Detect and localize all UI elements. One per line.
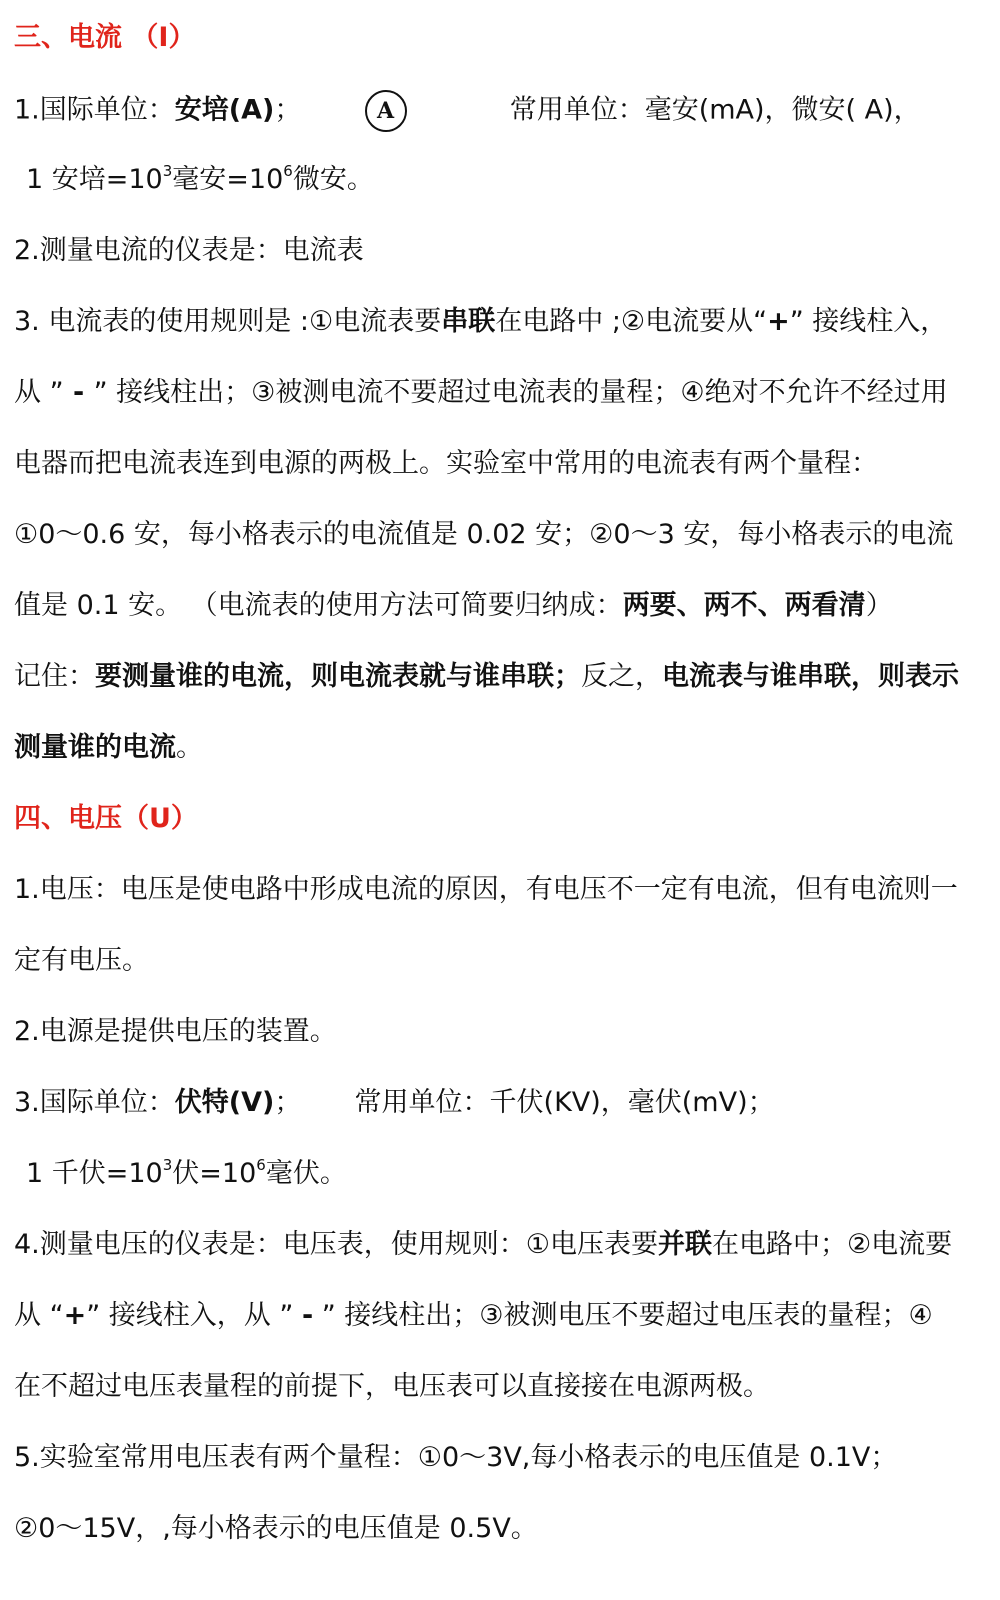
s3-l1-sep: ； xyxy=(274,94,302,126)
s3-l5-minus: - xyxy=(63,377,94,408)
s4-line-3: 2.电源是提供电压的装置。 xyxy=(14,1016,337,1047)
s3-l4-b: 在电路中 ;②电流要从“ xyxy=(495,306,768,337)
s4-l5-c: 毫伏。 xyxy=(265,1158,347,1189)
s3-l5-b: ” 接线柱出；③被测电流不要超过电流表的量程；④绝对不允许不经过用 xyxy=(93,377,948,408)
s4-l4-sep: ； xyxy=(274,1087,302,1118)
section3-heading: 三、电流 （I） xyxy=(14,22,196,53)
s3-line-9 xyxy=(14,659,986,695)
s4-line-8: 在不超过电压表量程的前提下，电压表可以直接接在电源两极。 xyxy=(14,1371,770,1402)
s3-l4-bold: 串联 xyxy=(441,306,496,337)
s3-l10-b: 。 xyxy=(176,732,203,763)
section4-heading: 四、电压（U） xyxy=(14,803,198,834)
s3-l9-bold2: 电流表与谁串联，则表示 xyxy=(662,661,959,692)
s3-line-8 xyxy=(14,588,986,624)
s3-l8-b: ） xyxy=(865,590,893,621)
s3-line-10 xyxy=(14,730,986,766)
s4-l6-bold: 并联 xyxy=(657,1229,712,1260)
s4-l5-a: 1 千伏=10 xyxy=(26,1158,163,1189)
s4-l6-a: 4.测量电压的仪表是：电压表，使用规则：①电压表要 xyxy=(14,1229,658,1260)
s4-l7-c: ” 接线柱出；③被测电压不要超过电压表的量程；④ xyxy=(313,1300,933,1331)
s4-line-1: 1.电压：电压是使电路中形成电流的原因，有电压不一定有电流，但有电流则一 xyxy=(14,874,958,905)
s3-line-1 xyxy=(14,90,986,132)
s4-l5-sup1: 3 xyxy=(162,1156,173,1174)
s3-l8-bold: 两要、两不、两看清 xyxy=(622,590,866,621)
s4-line-6 xyxy=(14,1227,986,1263)
s4-line-4 xyxy=(14,1085,986,1121)
s3-l1-unit: 安培(A) xyxy=(174,94,275,126)
s4-line-2: 定有电压。 xyxy=(14,945,149,976)
s3-line-5 xyxy=(14,375,986,411)
s3-l2-a: 1 安培=10 xyxy=(26,164,163,195)
s3-line-6: 电器而把电流表连到电源的两极上。实验室中常用的电流表有两个量程： xyxy=(14,448,878,479)
s4-line-7 xyxy=(14,1298,986,1334)
s3-l2-b: 毫安=10 xyxy=(172,164,284,195)
s4-l4-common-units: 常用单位：千伏(KV)，毫伏(mV)； xyxy=(354,1087,775,1118)
s4-l5-sup2: 6 xyxy=(256,1156,266,1174)
s4-l7-minus: - xyxy=(301,1300,314,1331)
s3-l10-bold: 测量谁的电流 xyxy=(14,732,176,763)
s3-l9-b: 反之， xyxy=(581,661,662,692)
s4-l4-a: 3.国际单位： xyxy=(14,1087,175,1118)
s4-line-5 xyxy=(26,1156,986,1192)
ammeter-symbol-icon: A xyxy=(365,90,407,132)
s3-line-3: 2.测量电流的仪表是：电流表 xyxy=(14,235,364,266)
s3-line-2 xyxy=(26,162,986,198)
s3-l2-sup2: 6 xyxy=(283,162,293,180)
s4-l6-b: 在电路中；②电流要 xyxy=(711,1229,953,1260)
s3-l2-sup1: 3 xyxy=(162,162,173,180)
s4-l4-unit: 伏特(V) xyxy=(174,1087,275,1118)
s3-l8-a: 值是 0.1 安。 （电流表的使用方法可简要归纳成： xyxy=(14,590,623,621)
s4-l7-plus: + xyxy=(63,1300,87,1331)
s4-l5-b: 伏=10 xyxy=(172,1158,257,1189)
s3-line-4 xyxy=(14,304,986,340)
s3-l1-common-units: 常用单位：毫安(mA)，微安( A)， xyxy=(509,94,921,126)
s3-l4-c: ” 接线柱入， xyxy=(789,306,948,337)
s3-l1-text: 1.国际单位： xyxy=(14,94,175,126)
s4-line-10: ②0～15V，,每小格表示的电压值是 0.5V。 xyxy=(14,1513,538,1544)
s4-l7-b: ” 接线柱入，从 ” xyxy=(86,1300,302,1331)
s3-line-7: ①0～0.6 安，每小格表示的电流值是 0.02 安；②0～3 安，每小格表示的电流 xyxy=(14,519,954,550)
s4-l7-a: 从 “ xyxy=(14,1300,64,1331)
s3-l4-plus: + xyxy=(767,306,790,337)
s3-l5-a: 从 ” xyxy=(14,377,64,408)
s3-l9-bold1: 要测量谁的电流，则电流表就与谁串联； xyxy=(95,661,581,692)
s3-l9-a: 记住： xyxy=(14,661,95,692)
s4-line-9: 5.实验室常用电压表有两个量程：①0～3V,每小格表示的电压值是 0.1V； xyxy=(14,1442,898,1473)
s3-l2-c: 微安。 xyxy=(292,164,374,195)
s3-l4-a: 3. 电流表的使用规则是 :①电流表要 xyxy=(14,306,442,337)
